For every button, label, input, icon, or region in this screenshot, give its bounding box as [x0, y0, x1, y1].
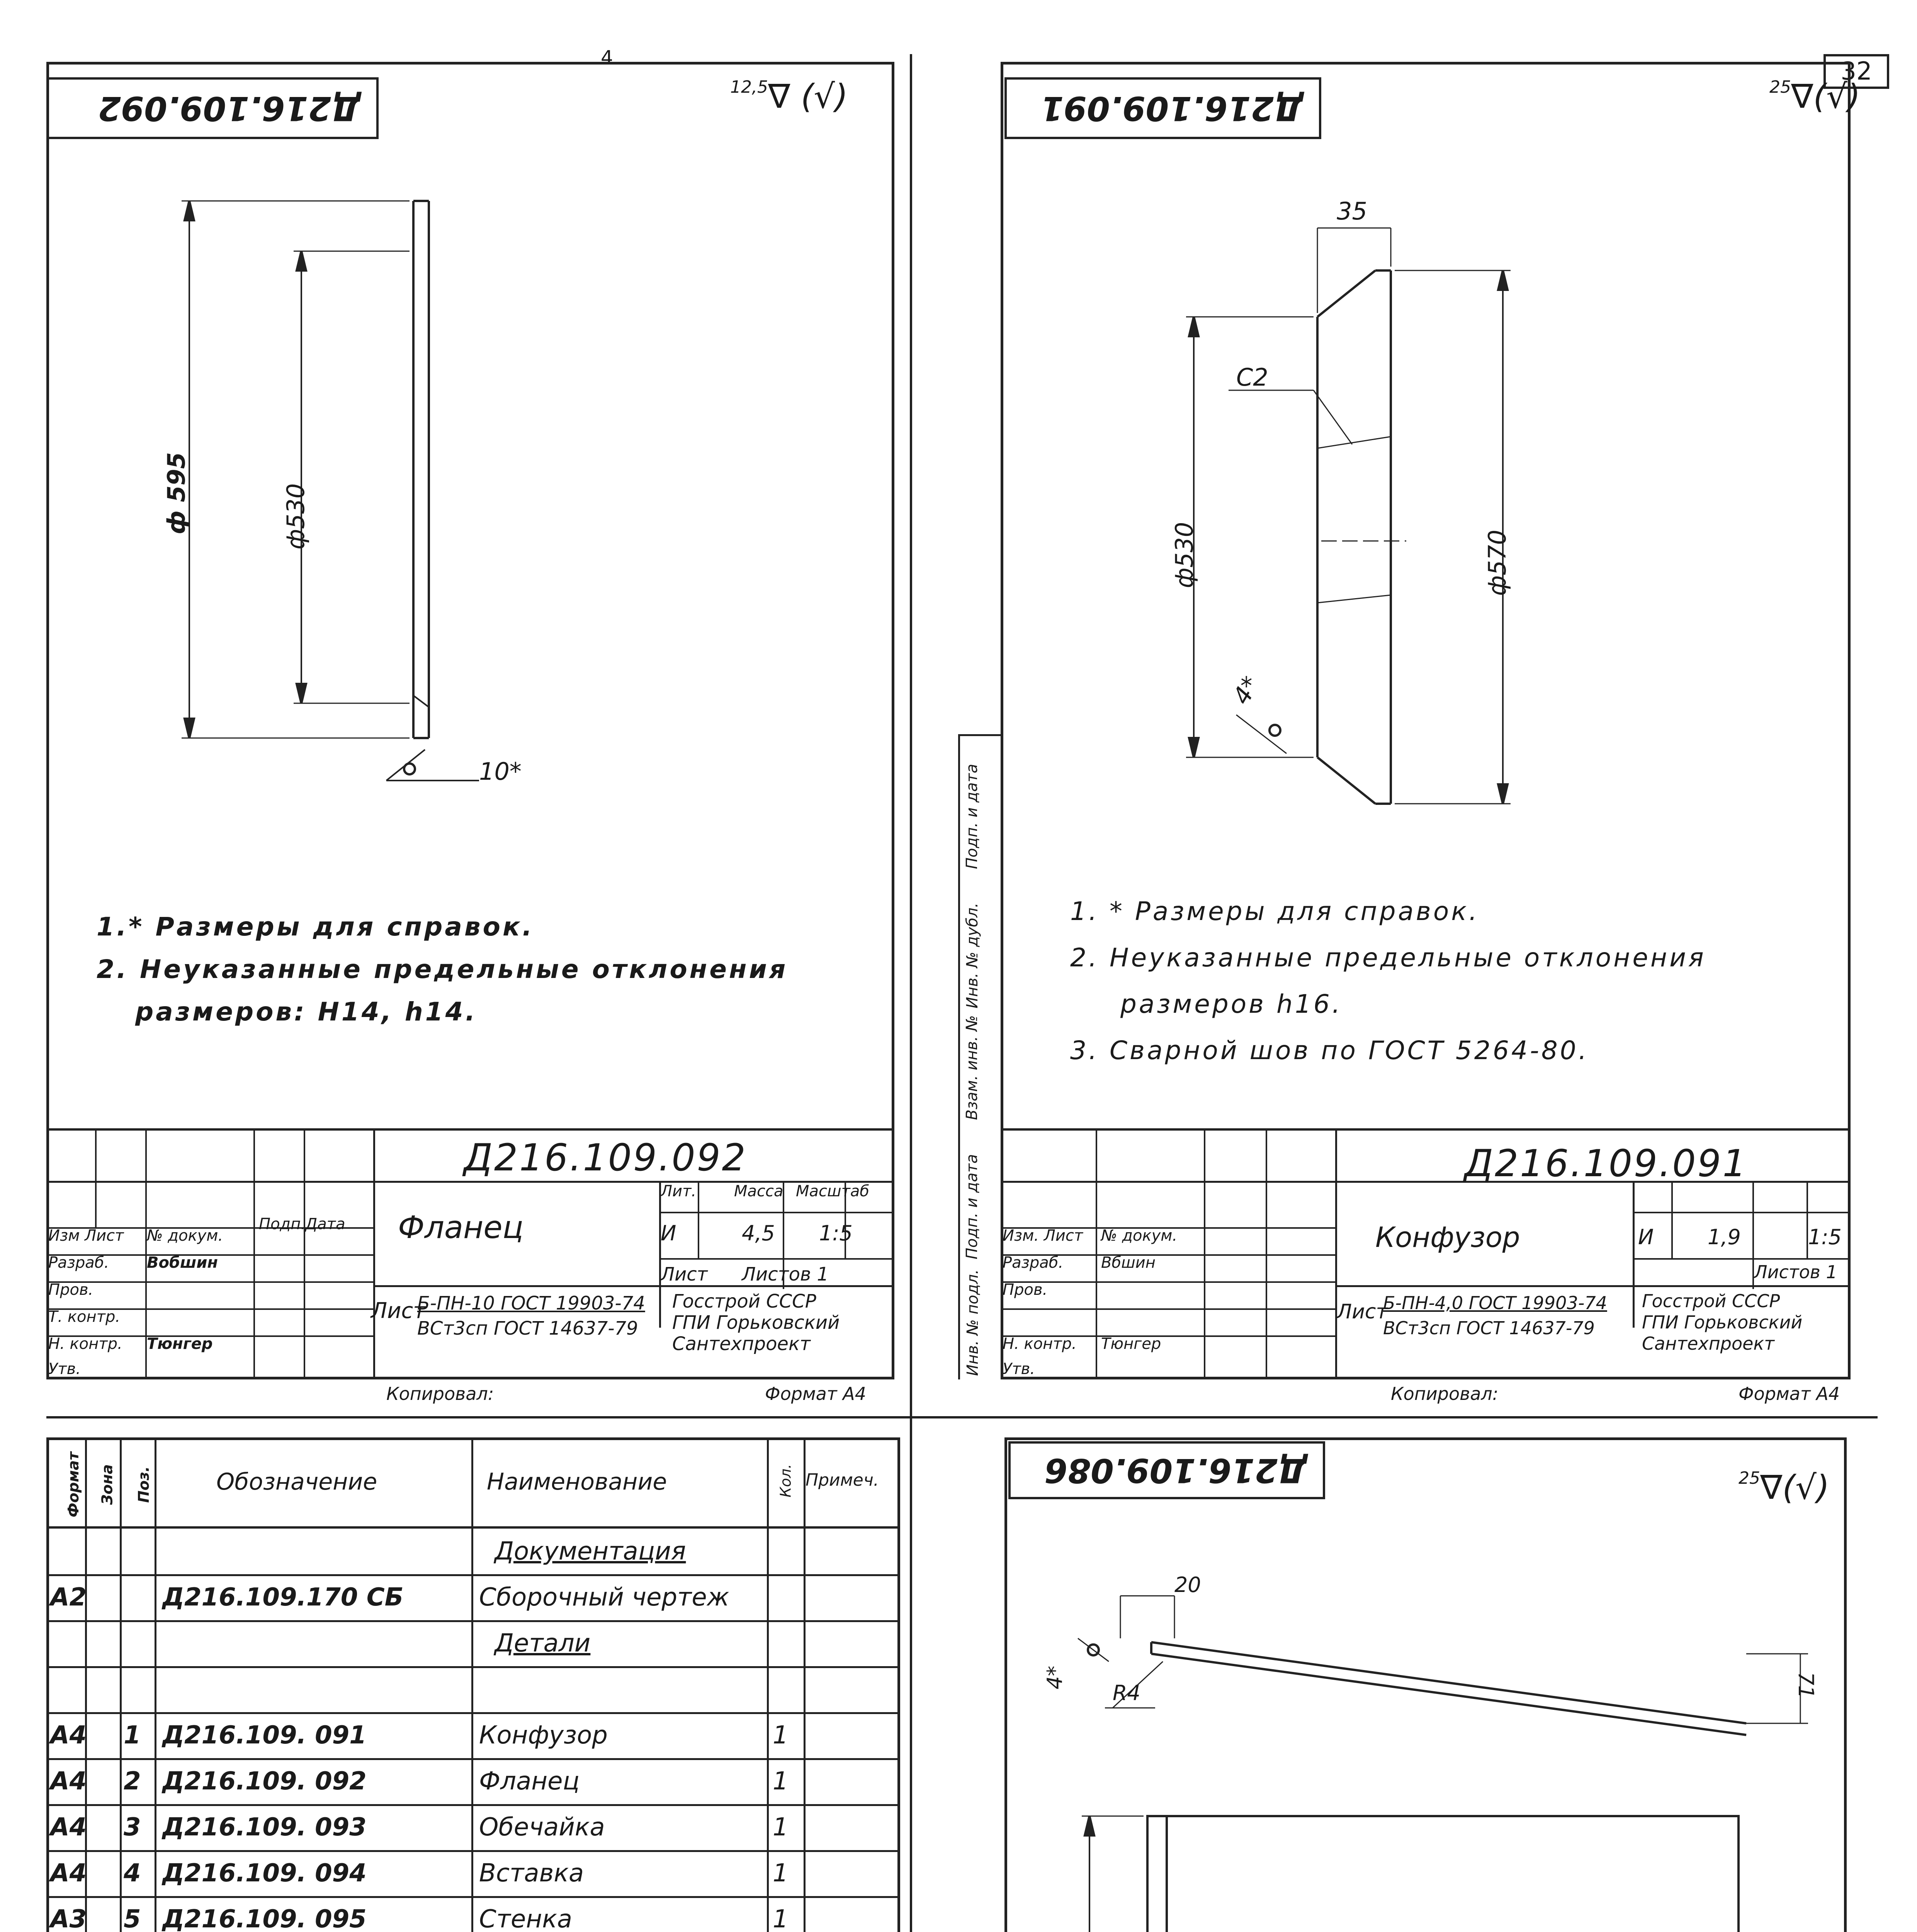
sheet4-roughness: $^{25}$∇(√)	[1739, 1468, 1830, 1507]
cell-pos: 2	[124, 1767, 141, 1796]
sheet1-person-2: Вобшин	[147, 1254, 218, 1272]
sheet4-oblique-code: Д216.109.086	[1008, 1441, 1325, 1499]
cell-format: А3	[50, 1905, 87, 1932]
cell-format: А4	[50, 1721, 87, 1750]
cell-designation: Д216.109. 091	[162, 1721, 367, 1750]
cell-designation: Д216.109. 092	[162, 1767, 367, 1796]
sheet1-dim-outer: ф 595	[162, 452, 190, 534]
cell-format: А2	[50, 1583, 87, 1612]
sheet1-note-2: 2. Неуказанные предельные отклонения	[97, 954, 788, 984]
sheet4-dim-r4: R4	[1113, 1681, 1140, 1705]
cell-designation: Д216.109. 095	[162, 1905, 367, 1932]
cell-name: Стенка	[479, 1905, 573, 1932]
sheet4-dim-71: 71	[1793, 1672, 1818, 1699]
sheet1-material-bottom: ВСт3сп ГОСТ 14637-79	[417, 1318, 638, 1339]
sheet2-side-label-4: Инв. № дубл.	[963, 903, 981, 1009]
sheet2-dim-c2: С2	[1236, 363, 1268, 391]
cell-designation: Д216.109.170 СБ	[162, 1583, 404, 1612]
cell-designation: Д216.109. 094	[162, 1859, 367, 1888]
sheet1-title-code: Д216.109.092	[464, 1136, 747, 1179]
sheet1-sheet: Лист	[661, 1264, 708, 1285]
sheet1-note-1: 1.* Размеры для справок.	[97, 912, 534, 942]
sheet1-person-1: № докум.	[147, 1227, 223, 1245]
cell-designation: Д216.109. 093	[162, 1813, 367, 1842]
sheet2-material-label: Лист	[1337, 1300, 1388, 1323]
sheet2-org-3: Сантехпроект	[1642, 1333, 1775, 1354]
sheet2-sheets: Листов 1	[1754, 1262, 1837, 1282]
sheet1-mass: 4,5	[742, 1221, 775, 1245]
spec-header-name: Наименование	[487, 1468, 667, 1495]
sheet1-role-1: Изм Лист	[48, 1227, 124, 1245]
sheet1-lit: И	[661, 1221, 676, 1245]
sheet1-role-4: Т. контр.	[48, 1308, 121, 1326]
sheet2-role-2: Разраб.	[1003, 1254, 1064, 1272]
sheet1-oblique-code: Д216.109.092	[46, 77, 379, 139]
sheet2-title-code: Д216.109.091	[1464, 1142, 1748, 1185]
sheet1-dim-inner: ф530	[282, 483, 310, 550]
spec-header-zone: Зона	[99, 1464, 116, 1505]
sheet2-material-bottom: ВСт3сп ГОСТ 14637-79	[1383, 1318, 1595, 1338]
sheet2-lit: И	[1638, 1225, 1654, 1249]
sheet1-col-mass: Масса	[734, 1182, 783, 1200]
sheet2-role-5: Н. контр.	[1003, 1335, 1077, 1353]
sheet2-role-1: Изм. Лист	[1003, 1227, 1083, 1245]
sheet1-role-5: Н. контр.	[48, 1335, 122, 1353]
cell-name: Вставка	[479, 1859, 584, 1888]
sheet2-side-label-1: Инв. № подл.	[964, 1269, 982, 1376]
cell-qty: 1	[773, 1859, 789, 1888]
sheet2-org-2: ГПИ Горьковский	[1642, 1312, 1803, 1333]
spec-header-format: Формат	[65, 1452, 82, 1517]
sheet4-dim-20: 20	[1174, 1573, 1201, 1597]
sheet1-sheets: Листов 1	[742, 1264, 829, 1285]
cell-name: Детали	[495, 1629, 591, 1658]
cell-name: Обечайка	[479, 1813, 605, 1842]
sheet1-col-podp: Подп.	[259, 1215, 306, 1233]
sheet2-side-label-2: Подп. и дата	[963, 1154, 981, 1260]
sheet2-side-label-3: Взам. инв. №	[963, 1015, 981, 1120]
sheet2-note-3: размеров h16.	[1120, 989, 1343, 1019]
sheet2-note-2: 2. Неуказанные предельные отклонения	[1070, 943, 1706, 973]
sheet1-col-scale: Масштаб	[796, 1182, 870, 1200]
sheet1-part-name: Фланец	[398, 1209, 523, 1245]
sheet2-dim-530: ф530	[1170, 522, 1199, 588]
cell-format: А4	[50, 1813, 87, 1842]
sheet2-scale: 1:5	[1808, 1225, 1842, 1249]
sheet2-material-top: Б-ПН-4,0 ГОСТ 19903-74	[1383, 1293, 1607, 1313]
sheet2-role-6: Утв.	[1003, 1360, 1035, 1378]
sheet1-roughness: $^{12,5}$∇ (√)	[730, 77, 848, 116]
spec-header-designation: Обозначение	[216, 1468, 377, 1495]
sheet2-note-4: 3. Сварной шов по ГОСТ 5264-80.	[1070, 1036, 1589, 1065]
cell-qty: 1	[773, 1813, 789, 1842]
spec-header-note: Примеч.	[806, 1470, 879, 1490]
sheet2-roughness: $^{25}$∇(√)	[1769, 77, 1861, 116]
sheet2-person-5: Тюнгер	[1101, 1335, 1161, 1353]
cell-name: Документация	[495, 1537, 686, 1566]
sheet1-org-2: ГПИ Горьковский	[672, 1312, 840, 1333]
cell-pos: 4	[124, 1859, 141, 1888]
spec-header-pos: Поз.	[135, 1466, 153, 1503]
sheet1-role-6: Утв.	[48, 1360, 81, 1378]
sheet2-part-name: Конфузор	[1375, 1221, 1520, 1253]
sheet2-role-3: Пров.	[1003, 1281, 1048, 1299]
cell-qty: 1	[773, 1721, 789, 1750]
cell-qty: 1	[773, 1905, 789, 1932]
sheet2-dim-weld: 4*	[1227, 671, 1265, 709]
sheet2-oblique-code: Д216.109.091	[1004, 77, 1321, 139]
sheet1-role-3: Пров.	[48, 1281, 93, 1299]
cell-name: Фланец	[479, 1767, 580, 1796]
sheet1-footer-right: Формат А4	[765, 1383, 866, 1404]
sheet2-dim-570: ф570	[1483, 529, 1512, 596]
sheet1-col-date: Дата	[305, 1215, 345, 1233]
cell-pos: 3	[124, 1813, 141, 1842]
sheet2-person-1: № докум.	[1101, 1227, 1178, 1245]
sheet2-footer-right: Формат А4	[1739, 1383, 1840, 1404]
cell-name: Конфузор	[479, 1721, 608, 1750]
cell-pos: 1	[124, 1721, 141, 1750]
sheet4-dim-weld: 4*	[1043, 1665, 1067, 1690]
cell-format: А4	[50, 1859, 87, 1888]
page-number: 32	[1841, 57, 1872, 86]
cell-qty: 1	[773, 1767, 789, 1796]
sheet2-note-1: 1. * Размеры для справок.	[1070, 896, 1480, 926]
sheet1-person-5: Тюнгер	[147, 1335, 213, 1353]
sheet1-material-label: Лист	[371, 1298, 426, 1323]
sheet1-role-2: Разраб.	[48, 1254, 109, 1272]
sheet1-dim-weld: 10*	[479, 757, 522, 786]
top-mark: 4	[601, 46, 613, 69]
sheet1-material-top: Б-ПН-10 ГОСТ 19903-74	[417, 1293, 645, 1314]
sheet2-side-label-5: Подп. и дата	[963, 764, 981, 869]
cell-format: А4	[50, 1767, 87, 1796]
sheet1-footer-left: Копировал:	[386, 1383, 494, 1404]
sheet1-note-3: размеров: Н14, h14.	[135, 997, 478, 1027]
sheet1-scale: 1:5	[819, 1221, 853, 1245]
sheet2-org-1: Госстрой СССР	[1642, 1291, 1780, 1311]
sheet1-org-3: Сантехпроект	[672, 1333, 811, 1355]
spec-header-qty: Кол.	[777, 1464, 794, 1498]
sheet1-org-1: Госстрой СССР	[672, 1291, 816, 1312]
sheet1-col-lit: Лит.	[661, 1182, 697, 1200]
sheet2-mass: 1,9	[1708, 1225, 1741, 1249]
cell-name: Сборочный чертеж	[479, 1583, 729, 1612]
cell-pos: 5	[124, 1905, 141, 1932]
sheet2-person-2: Вбшин	[1101, 1254, 1156, 1272]
sheet2-dim-35: 35	[1337, 197, 1367, 225]
sheet2-footer-left: Копировал:	[1391, 1383, 1499, 1404]
